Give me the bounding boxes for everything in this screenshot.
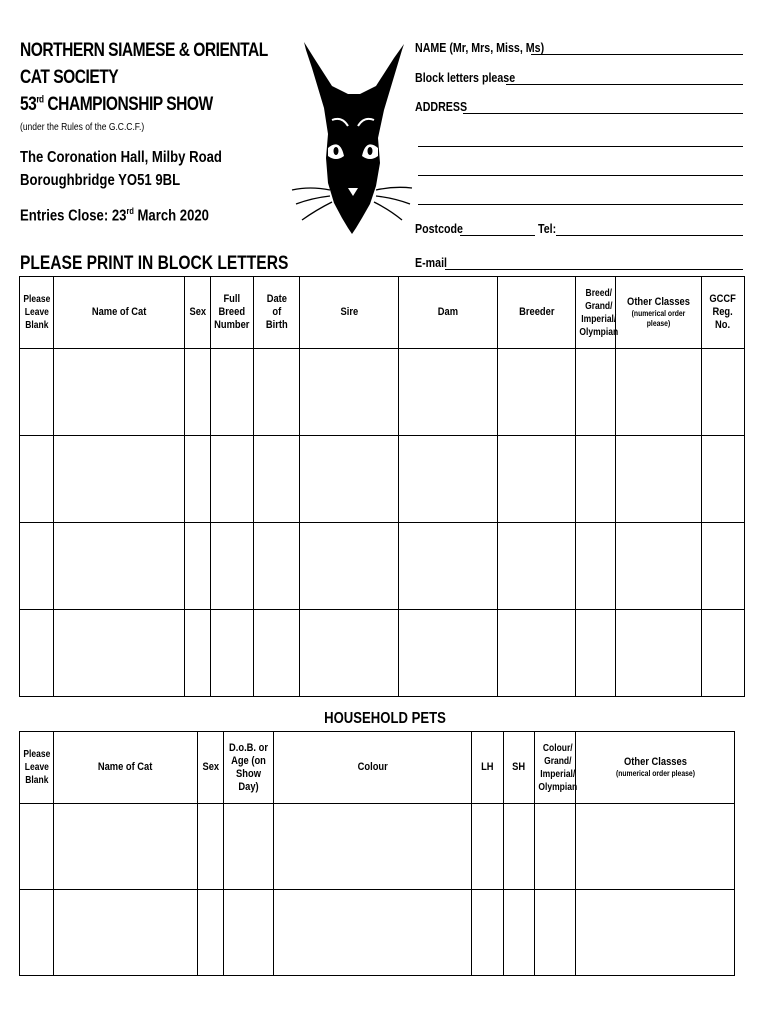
header-date-of-birth: Date of Birth <box>254 277 300 349</box>
cell-dam[interactable] <box>399 349 498 436</box>
hp-cell-other[interactable] <box>576 804 735 890</box>
entry-row <box>20 523 745 610</box>
address-label: ADDRESS <box>415 99 468 114</box>
entry-row <box>20 349 745 436</box>
hp-cell-colour[interactable] <box>274 890 472 976</box>
email-input-line[interactable] <box>445 269 743 270</box>
hp-cell-sh[interactable] <box>504 804 535 890</box>
cell-dob[interactable] <box>254 349 300 436</box>
header-gccf-reg-no: GCCF Reg. No. <box>702 277 745 349</box>
cell-bgio[interactable] <box>576 436 616 523</box>
cell-other[interactable] <box>616 523 702 610</box>
header-please-leave-blank: Please Leave Blank <box>20 277 54 349</box>
cell-dob[interactable] <box>254 523 300 610</box>
hp-cell-dob[interactable] <box>224 890 274 976</box>
header-breed-grand-imperial-olympian: Breed/ Grand/ Imperial/ Olympian <box>576 277 616 349</box>
cell-gccf[interactable] <box>702 349 745 436</box>
cell-name[interactable] <box>54 610 185 697</box>
show-number-suffix: rd <box>36 94 44 106</box>
siamese-cat-logo-icon <box>290 38 415 240</box>
cell-sex[interactable] <box>185 349 211 436</box>
hp-cell-other[interactable] <box>576 890 735 976</box>
hp-header-please-leave-blank: Please Leave Blank <box>20 732 54 804</box>
hp-header-dob-or-age: D.o.B. or Age (on Show Day) <box>224 732 274 804</box>
cell-sex[interactable] <box>185 610 211 697</box>
postcode-label: Postcode <box>415 221 463 236</box>
entry-row <box>20 436 745 523</box>
block-letters-input-line[interactable] <box>506 84 743 85</box>
hp-cell-name[interactable] <box>54 890 198 976</box>
household-header-row <box>20 732 735 804</box>
household-row <box>20 890 735 976</box>
cell-other[interactable] <box>616 436 702 523</box>
entries-close-prefix: Entries Close: 23 <box>20 207 127 225</box>
cell-other[interactable] <box>616 610 702 697</box>
cell-breed[interactable] <box>211 436 254 523</box>
hp-header-lh: LH <box>472 732 504 804</box>
cell-dob[interactable] <box>254 610 300 697</box>
household-row <box>20 804 735 890</box>
tel-input-line[interactable] <box>556 235 743 236</box>
address-line-1[interactable] <box>463 113 743 114</box>
cell-name[interactable] <box>54 436 185 523</box>
hp-cell-sh[interactable] <box>504 890 535 976</box>
address-line-3[interactable] <box>418 175 743 176</box>
society-name-line1: NORTHERN SIAMESE & ORIENTAL <box>20 40 268 61</box>
cell-breed[interactable] <box>211 523 254 610</box>
cell-dob[interactable] <box>254 436 300 523</box>
block-letters-label: Block letters please <box>415 70 516 85</box>
society-name-line2: CAT SOCIETY <box>20 67 119 88</box>
cell-sire[interactable] <box>300 610 399 697</box>
entries-table <box>19 276 745 697</box>
hp-header-other-classes: Other Classes (numerical order please) <box>576 732 735 804</box>
cell-blank[interactable] <box>20 610 54 697</box>
hp-cell-lh[interactable] <box>472 890 504 976</box>
cell-bgio[interactable] <box>576 523 616 610</box>
cell-breed[interactable] <box>211 610 254 697</box>
cell-sire[interactable] <box>300 436 399 523</box>
print-notice: PLEASE PRINT IN BLOCK LETTERS <box>20 253 289 274</box>
cell-gccf[interactable] <box>702 523 745 610</box>
household-pets-title: HOUSEHOLD PETS <box>324 710 446 727</box>
hp-header-name-of-cat: Name of Cat <box>54 732 198 804</box>
venue-line1: The Coronation Hall, Milby Road <box>20 149 222 166</box>
email-label: E-mail <box>415 255 447 270</box>
hp-cell-cgio[interactable] <box>535 890 576 976</box>
cell-breed[interactable] <box>211 349 254 436</box>
header-breeder: Breeder <box>498 277 576 349</box>
cell-bgio[interactable] <box>576 610 616 697</box>
cell-gccf[interactable] <box>702 436 745 523</box>
show-title <box>20 94 213 116</box>
hp-cell-sex[interactable] <box>198 890 224 976</box>
postcode-input-line[interactable] <box>460 235 535 236</box>
header-other-classes: Other Classes (numerical order please) <box>616 277 702 349</box>
header-sire: Sire <box>300 277 399 349</box>
cell-blank[interactable] <box>20 523 54 610</box>
cell-blank[interactable] <box>20 436 54 523</box>
cell-bgio[interactable] <box>576 349 616 436</box>
cell-gccf[interactable] <box>702 610 745 697</box>
hp-cell-cgio[interactable] <box>535 804 576 890</box>
header-full-breed-number: Full Breed Number <box>211 277 254 349</box>
hp-cell-name[interactable] <box>54 804 198 890</box>
hp-header-sex: Sex <box>198 732 224 804</box>
cell-other[interactable] <box>616 349 702 436</box>
entries-close-rest: March 2020 <box>133 207 209 225</box>
cell-blank[interactable] <box>20 349 54 436</box>
hp-header-sh: SH <box>504 732 535 804</box>
cell-breeder[interactable] <box>498 436 576 523</box>
hp-cell-blank[interactable] <box>20 890 54 976</box>
hp-cell-sex[interactable] <box>198 804 224 890</box>
name-label: NAME (Mr, Mrs, Miss, Ms) <box>415 40 545 55</box>
entry-row <box>20 610 745 697</box>
address-line-2[interactable] <box>418 146 743 147</box>
cell-breeder[interactable] <box>498 349 576 436</box>
cell-sex[interactable] <box>185 523 211 610</box>
rules-note: (under the Rules of the G.C.C.F.) <box>20 122 145 133</box>
cell-dam[interactable] <box>399 523 498 610</box>
entries-header-row <box>20 277 745 349</box>
hp-cell-dob[interactable] <box>224 804 274 890</box>
show-number: 53 <box>20 94 37 115</box>
cell-name[interactable] <box>54 349 185 436</box>
cell-breeder[interactable] <box>498 523 576 610</box>
tel-label: Tel: <box>538 221 557 236</box>
cell-sire[interactable] <box>300 523 399 610</box>
venue-line2: Boroughbridge YO51 9BL <box>20 172 181 189</box>
show-name: CHAMPIONSHIP SHOW <box>47 94 213 115</box>
hp-cell-blank[interactable] <box>20 804 54 890</box>
cell-dam[interactable] <box>399 436 498 523</box>
cell-sire[interactable] <box>300 349 399 436</box>
name-input-line[interactable] <box>531 54 743 55</box>
cell-sex[interactable] <box>185 436 211 523</box>
header-name-of-cat: Name of Cat <box>54 277 185 349</box>
cell-breeder[interactable] <box>498 610 576 697</box>
hp-header-colour: Colour <box>274 732 472 804</box>
entries-close <box>20 206 209 225</box>
household-pets-table <box>19 731 735 976</box>
hp-cell-lh[interactable] <box>472 804 504 890</box>
hp-cell-colour[interactable] <box>274 804 472 890</box>
entries-close-suffix: rd <box>126 206 134 216</box>
hp-header-colour-grand-imperial-olympian: Colour/ Grand/ Imperial/ Olympian <box>535 732 576 804</box>
cell-name[interactable] <box>54 523 185 610</box>
header-sex: Sex <box>185 277 211 349</box>
address-line-4[interactable] <box>418 204 743 205</box>
cell-dam[interactable] <box>399 610 498 697</box>
header-dam: Dam <box>399 277 498 349</box>
